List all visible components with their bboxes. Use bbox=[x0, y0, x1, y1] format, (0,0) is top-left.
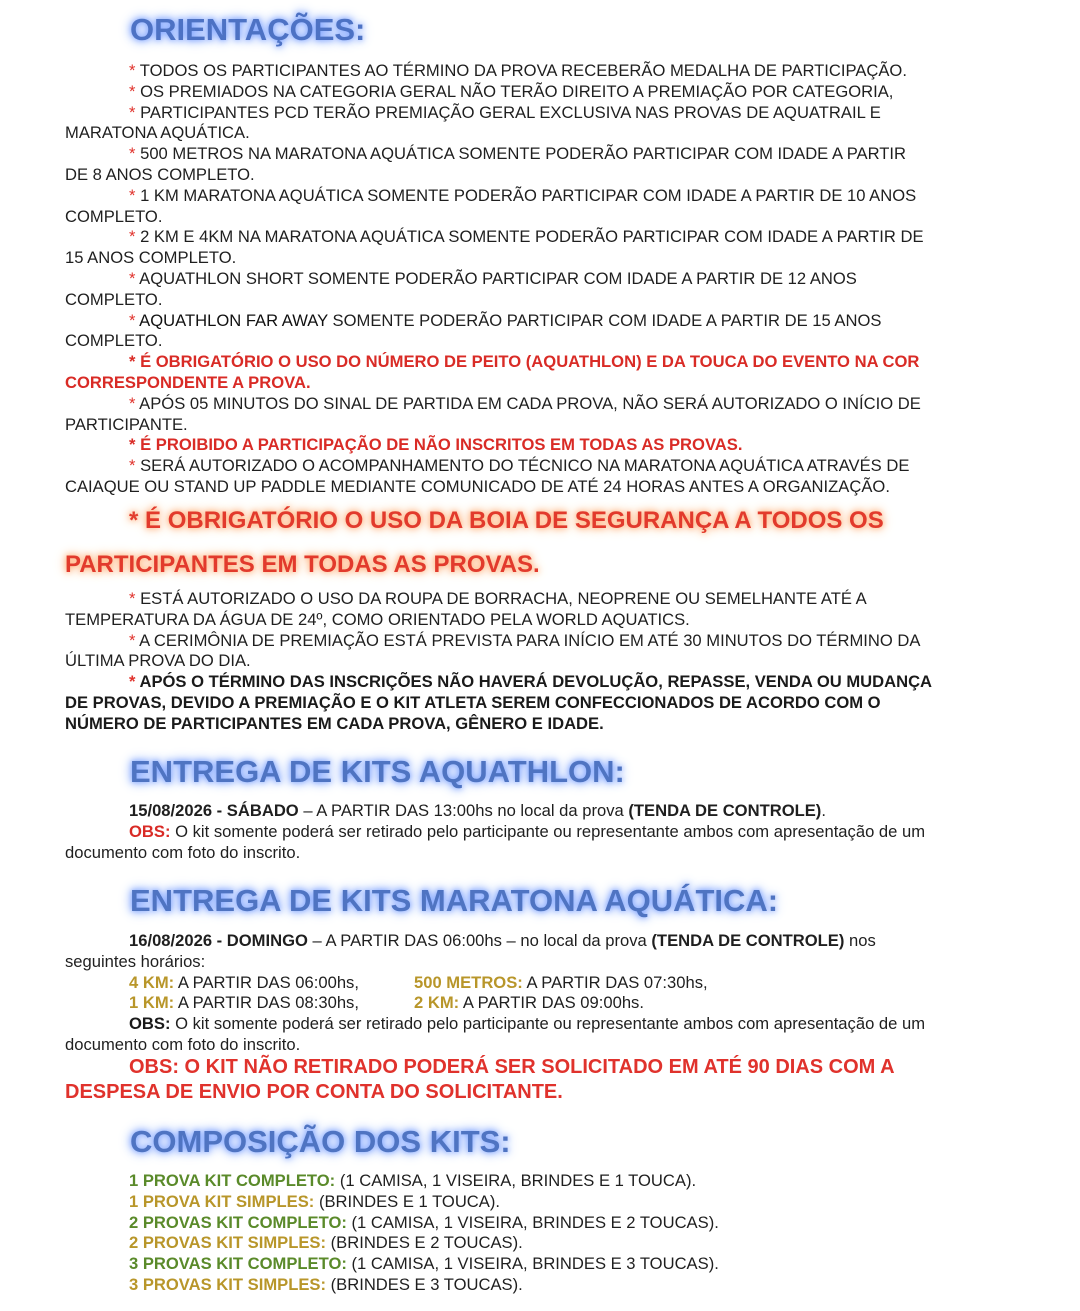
orientacao-item-15-cont: DE PROVAS, DEVIDO A PREMIAÇÃO E O KIT ATLETA SEREM CONFECCIONADOS DE ACORDO COM O bbox=[65, 692, 881, 712]
orientacao-item-5: * 1 KM MARATONA AQUÁTICA SOMENTE PODERÃO PARTICIPAR COM IDADE A PARTIR DE 10 ANOS bbox=[129, 185, 917, 205]
orientacao-item-1: * TODOS OS PARTICIPANTES AO TÉRMINO DA PROVA RECEBERÃO MEDALHA DE PARTICIPAÇÃO. bbox=[129, 61, 907, 80]
orientacao-item-4: * 500 METROS NA MARATONA AQUÁTICA SOMENTE PODERÃO PARTICIPAR COM IDADE A PARTIR bbox=[129, 144, 907, 164]
orientacao-item-3: * PARTICIPANTES PCD TERÃO PREMIAÇÃO GERAL EXCLUSIVA NAS PROVAS DE AQUATRAIL E bbox=[129, 102, 881, 122]
composicao-list bbox=[65, 1171, 1018, 1296]
orientacao-item-13: * ESTÁ AUTORIZADO O USO DA ROUPA DE BORRACHA, NEOPRENE OU SEMELHANTE ATÉ A bbox=[129, 589, 867, 608]
boia-notice-line-1: * É OBRIGATÓRIO O USO DA BOIA DE SEGURANÇA A TODOS OS bbox=[129, 507, 884, 534]
kits-aquathlon-block bbox=[65, 801, 1018, 863]
kit-item-4: 2 PROVAS KIT SIMPLES: (BRINDES E 2 TOUCAS). bbox=[129, 1233, 523, 1253]
orientacao-item-9: * É OBRIGATÓRIO O USO DO NÚMERO DE PEITO (AQUATHLON) E DA TOUCA DO EVENTO NA COR bbox=[129, 352, 920, 372]
kits-maratona-warning-line-2: DESPESA DE ENVIO POR CONTA DO SOLICITANTE. bbox=[65, 1081, 563, 1103]
orientacao-item-9-cont: CORRESPONDENTE A PROVA. bbox=[65, 372, 311, 392]
orientacoes-list bbox=[65, 61, 1018, 498]
orientacao-item-8: * AQUATHLON FAR AWAY SOMENTE PODERÃO PARTICIPAR COM IDADE A PARTIR DE 15 ANOS bbox=[129, 310, 882, 330]
kit-item-3: 2 PROVAS KIT COMPLETO: (1 CAMISA, 1 VISEIRA, BRINDES E 2 TOUCAS). bbox=[129, 1212, 719, 1232]
orientacao-item-6-cont: 15 ANOS COMPLETO. bbox=[65, 248, 237, 268]
orientacao-item-10: * APÓS 05 MINUTOS DO SINAL DE PARTIDA EM CADA PROVA, NÃO SERÁ AUTORIZADO O INÍCIO DE bbox=[129, 393, 921, 413]
orientacao-item-2: * OS PREMIADOS NA CATEGORIA GERAL NÃO TERÃO DIREITO A PREMIAÇÃO POR CATEGORIA, bbox=[129, 81, 894, 101]
kit-item-5: 3 PROVAS KIT COMPLETO: (1 CAMISA, 1 VISEIRA, BRINDES E 3 TOUCAS). bbox=[129, 1254, 719, 1274]
kits-maratona-warning bbox=[65, 1055, 1018, 1105]
kits-maratona-obs-cont: documento com foto do inscrito. bbox=[65, 1034, 301, 1054]
orientacao-item-14-cont: ÚLTIMA PROVA DO DIA. bbox=[65, 651, 251, 671]
kits-maratona-obs: OBS: O kit somente poderá ser retirado pelo participante ou representante ambos com apresentação de um bbox=[129, 1014, 926, 1034]
orientacao-item-10-cont: PARTICIPANTE. bbox=[65, 414, 188, 434]
orientacao-item-7: * AQUATHLON SHORT SOMENTE PODERÃO PARTICIPAR COM IDADE A PARTIR DE 12 ANOS bbox=[129, 268, 857, 288]
orientacao-item-5-cont: COMPLETO. bbox=[65, 206, 163, 226]
kits-maratona-heading: ENTREGA DE KITS MARATONA AQUÁTICA: bbox=[130, 883, 779, 918]
orientacao-item-3-cont: MARATONA AQUÁTICA. bbox=[65, 123, 250, 143]
boia-notice-line-2: PARTICIPANTES EM TODAS AS PROVAS. bbox=[65, 551, 540, 578]
orientacao-item-15-cont-2: NÚMERO DE PARTICIPANTES EM CADA PROVA, GÊNERO E IDADE. bbox=[65, 713, 604, 733]
orientacao-item-8-cont: COMPLETO. bbox=[65, 331, 163, 351]
kit-item-6: 3 PROVAS KIT SIMPLES: (BRINDES E 3 TOUCAS). bbox=[129, 1274, 523, 1294]
orientacao-item-13-cont: TEMPERATURA DA ÁGUA DE 24º, COMO ORIENTADO PELA WORLD AQUATICS. bbox=[65, 609, 690, 629]
orientacoes-heading: ORIENTAÇÕES: bbox=[130, 12, 366, 47]
orientacao-item-12: * SERÁ AUTORIZADO O ACOMPANHAMENTO DO TÉCNICO NA MARATONA AQUÁTICA ATRAVÉS DE bbox=[129, 456, 910, 476]
orientacao-item-11: * É PROIBIDO A PARTICIPAÇÃO DE NÃO INSCRITOS EM TODAS AS PROVAS. bbox=[129, 435, 743, 455]
orientacao-item-4-cont: DE 8 ANOS COMPLETO. bbox=[65, 164, 255, 184]
kits-aquathlon-date-line: 15/08/2026 - SÁBADO – A PARTIR DAS 13:00hs no local da prova (TENDA DE CONTROLE). bbox=[129, 801, 826, 820]
orientacao-item-14: * A CERIMÔNIA DE PREMIAÇÃO ESTÁ PREVISTA PARA INÍCIO EM ATÉ 30 MINUTOS DO TÉRMINO DA bbox=[129, 630, 921, 650]
kits-maratona-schedule-row-2: 1 KM: A PARTIR DAS 08:30hs, 2 KM: A PARTIR DAS 09:00hs. bbox=[129, 993, 644, 1013]
kit-item-1: 1 PROVA KIT COMPLETO: (1 CAMISA, 1 VISEIRA, BRINDES E 1 TOUCA). bbox=[129, 1171, 697, 1190]
kits-maratona-date-line: 16/08/2026 - DOMINGO – A PARTIR DAS 06:00hs – no local da prova (TENDA DE CONTROLE) nos bbox=[129, 931, 876, 950]
kits-maratona-warning-line-1: OBS: O KIT NÃO RETIRADO PODERÁ SER SOLICITADO EM ATÉ 90 DIAS COM A bbox=[129, 1056, 895, 1078]
kit-item-2: 1 PROVA KIT SIMPLES: (BRINDES E 1 TOUCA). bbox=[129, 1191, 500, 1211]
orientacao-item-12-cont: CAIAQUE OU STAND UP PADDLE MEDIANTE COMUNICADO DE ATÉ 24 HORAS ANTES A ORGANIZAÇÃO. bbox=[65, 476, 890, 496]
orientacao-item-7-cont: COMPLETO. bbox=[65, 289, 163, 309]
kits-maratona-block bbox=[65, 931, 1018, 1056]
kits-aquathlon-obs-cont: documento com foto do inscrito. bbox=[65, 842, 301, 862]
kits-maratona-schedule-row-1: 4 KM: A PARTIR DAS 06:00hs, 500 METROS: A PARTIR DAS 07:30hs, bbox=[129, 972, 708, 992]
orientacoes-list-2 bbox=[65, 589, 1018, 735]
kits-aquathlon-heading: ENTREGA DE KITS AQUATHLON: bbox=[130, 754, 625, 789]
orientacao-item-6: * 2 KM E 4KM NA MARATONA AQUÁTICA SOMENTE PODERÃO PARTICIPAR COM IDADE A PARTIR DE bbox=[129, 227, 924, 247]
kits-aquathlon-obs: OBS: O kit somente poderá ser retirado pelo participante ou representante ambos com apresentação de um bbox=[129, 821, 926, 841]
kits-maratona-date-cont: seguintes horários: bbox=[65, 951, 206, 971]
composicao-heading: COMPOSIÇÃO DOS KITS: bbox=[130, 1124, 511, 1159]
orientacao-item-15: * APÓS O TÉRMINO DAS INSCRIÇÕES NÃO HAVERÁ DEVOLUÇÃO, REPASSE, VENDA OU MUDANÇA bbox=[129, 672, 933, 692]
